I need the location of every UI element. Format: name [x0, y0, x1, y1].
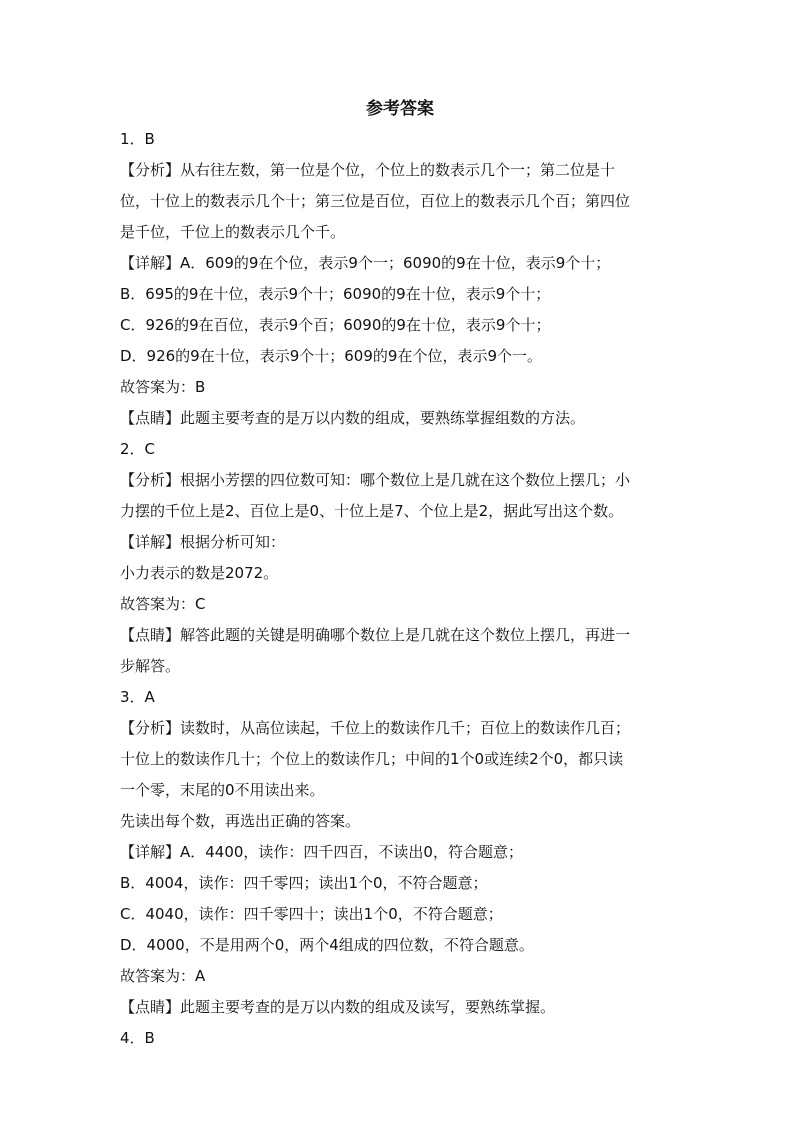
analysis-line: 【分析】根据小芳摆的四位数可知：哪个数位上是几就在这个数位上摆几；小: [120, 471, 631, 489]
answer-number-3: 3．A: [120, 688, 155, 706]
answer-body: [120, 124, 680, 1054]
detail-line: B．4004，读作：四千零四；读出1个0，不符合题意；: [120, 874, 488, 892]
analysis-line: 【分析】从右往左数，第一位是个位，个位上的数表示几个一；第二位是十: [120, 161, 616, 179]
analysis-line: 【分析】读数时，从高位读起，千位上的数读作几千；百位上的数读作几百；: [120, 719, 631, 737]
detail-line: B．695的9在十位，表示9个十；6090的9在十位，表示9个十；: [120, 285, 551, 303]
analysis-line: 十位上的数读作几十；个位上的数读作几；中间的1个0或连续2个0，都只读: [120, 750, 624, 768]
analysis-line: 位，十位上的数表示几个十；第三位是百位，百位上的数表示几个百；第四位: [120, 192, 631, 210]
answer-line: 故答案为：A: [120, 967, 206, 985]
detail-line: 小力表示的数是2072。: [120, 564, 279, 582]
detail-line: 【详解】根据分析可知：: [120, 533, 286, 551]
answer-number-4: 4．B: [120, 1029, 155, 1047]
analysis-line: 一个零，末尾的0不用读出来。: [120, 781, 325, 799]
comment-line: 步解答。: [120, 657, 181, 675]
comment-line: 【点睛】此题主要考查的是万以内数的组成，要熟练掌握组数的方法。: [120, 409, 586, 427]
detail-line: D．4000，不是用两个0，两个4组成的四位数，不符合题意。: [120, 936, 534, 954]
analysis-line: 先读出每个数，再选出正确的答案。: [120, 812, 361, 830]
answer-number-1: 1．B: [120, 130, 155, 148]
answer-number-2: 2．C: [120, 440, 156, 458]
comment-line: 【点睛】此题主要考查的是万以内数的组成及读写，要熟练掌握。: [120, 998, 556, 1016]
comment-line: 【点睛】解答此题的关键是明确哪个数位上是几就在这个数位上摆几，再进一: [120, 626, 631, 644]
analysis-line: 力摆的千位上是2、百位上是0、十位上是7、个位上是2，据此写出这个数。: [120, 502, 624, 520]
detail-line: D．926的9在十位，表示9个十；609的9在个位，表示9个一。: [120, 347, 542, 365]
answer-line: 故答案为：B: [120, 378, 206, 396]
detail-line: C．4040，读作：四千零四十；读出1个0，不符合题意；: [120, 905, 503, 923]
analysis-line: 是千位，千位上的数表示几个千。: [120, 223, 346, 241]
detail-line: 【详解】A．609的9在个位，表示9个一；6090的9在十位，表示9个十；: [120, 254, 611, 272]
detail-line: 【详解】A．4400，读作：四千四百，不读出0，符合题意；: [120, 843, 523, 861]
detail-line: C．926的9在百位，表示9个百；6090的9在十位，表示9个十；: [120, 316, 551, 334]
page-title: 参考答案: [366, 99, 434, 119]
answer-line: 故答案为：C: [120, 595, 206, 613]
